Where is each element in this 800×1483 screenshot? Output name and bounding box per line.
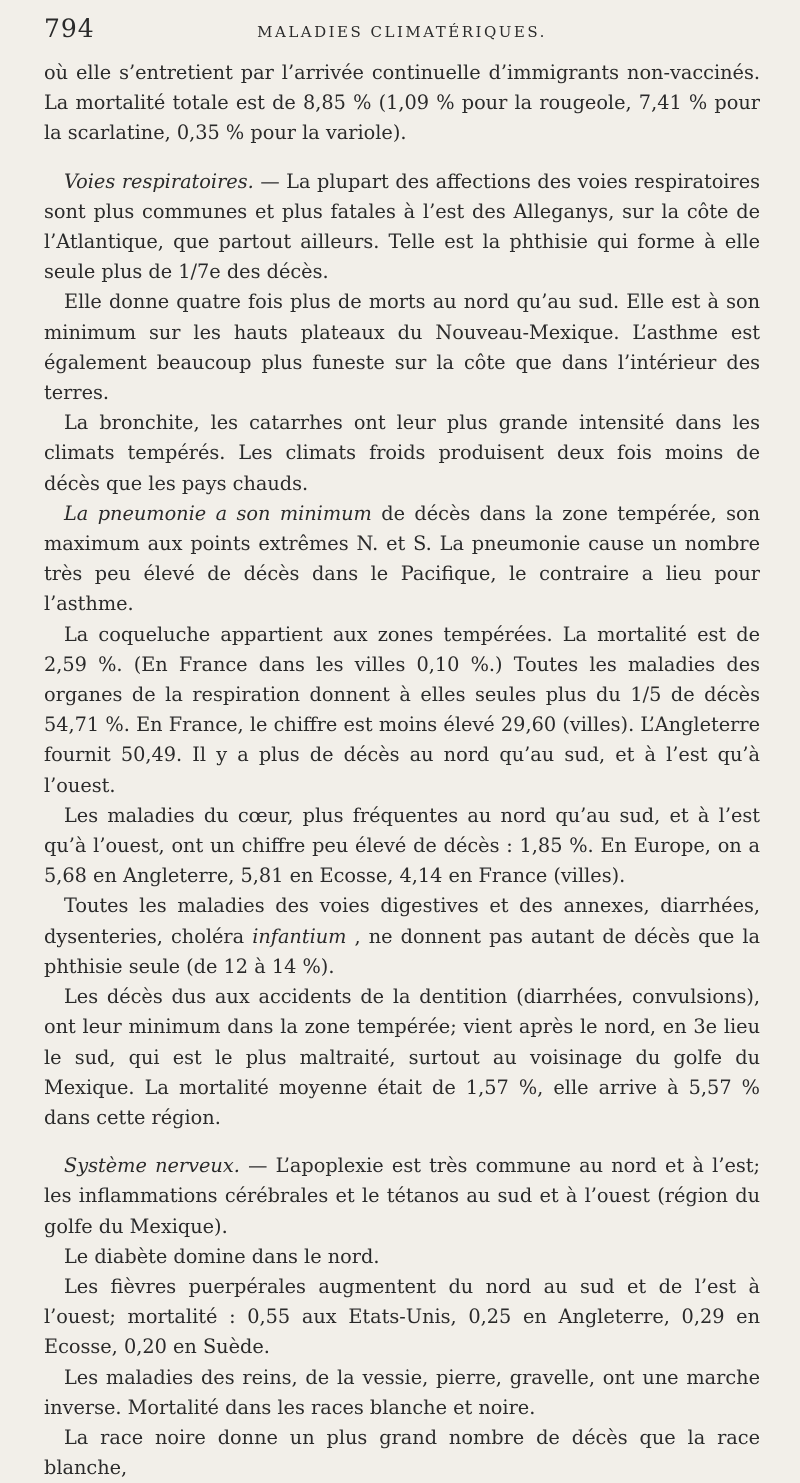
- paragraph-race: La race noire donne un plus grand nombre de décès que la race blanche,: [44, 1425, 760, 1480]
- paragraph-intro: où elle s’entretient par l’arrivée continuelle d’immigrants non-vaccinés. La mortalité totale est de 8,85 % (1,09 % pour la rougeole, 7,41 % pour la scarlatine, 0,35 % pour la variole).: [44, 61, 760, 145]
- paragraph-bronchitis: La bronchite, les catarrhes ont leur plus grande intensité dans les climats tempérés. Les climats froids produisent deux fois moins de décès que les pays chauds.: [44, 411, 760, 495]
- paragraph-text: , ne donnent pas autant de décès que la phthisie seule (de 12 à 14 %).: [44, 924, 761, 978]
- page-number: 794: [44, 14, 95, 43]
- section-heading-nervous: Système nerveux.: [64, 1154, 240, 1178]
- paragraph-text: — L’apoplexie est très commune au nord et à l’est; les inflammations cérébrales et le tétanos au sud et à l’ouest (région du golfe du Mexique).: [44, 1154, 760, 1238]
- paragraph-text: — La plupart des affections des voies respiratoires sont plus communes et plus fatales à l’est des Alleganys, sur la côte de l’Atlantique, que partout ailleurs. Telle est la phthisie qui forme à elle seule plus de 1/7e des décès.: [44, 169, 760, 284]
- paragraph-heart: Les maladies du cœur, plus fréquentes au nord qu’au sud, et à l’est qu’à l’ouest, ont un chiffre peu élevé de décès : 1,85 %. En Europe, on a 5,68 en Angleterre, 5,81 en Ecosse, 4,14 en France (villes).: [44, 803, 760, 888]
- paragraph-pneumonia: [44, 499, 760, 620]
- page-body: [44, 58, 760, 1483]
- running-title: MALADIES CLIMATÉRIQUES.: [257, 23, 547, 41]
- paragraph-text: Toutes les maladies des voies digestives et des annexes, diarrhées, dysenteries, choléra: [44, 894, 760, 948]
- paragraph-respiratory: [44, 167, 760, 288]
- paragraph-text: de décès dans la zone tempérée, son maximum aux points extrêmes N. et S. La pneumonie cause un nombre très peu élevé de décès dans le Pacifique, le contraire a lieu pour l’asthme.: [44, 501, 760, 616]
- paragraph-whooping-cough: La coqueluche appartient aux zones tempérées. La mortalité est de 2,59 %. (En France dans les villes 0,10 %.) Toutes les maladies des organes de la respiration donnent à elles seules plus du 1/5 de décès 54,71 %. En France, le chiffre est moins élevé 29,60 (villes). L’Angleterre fournit 50,49. Il y a plus de décès au nord qu’au sud, et à l’est qu’à l’ouest.: [44, 622, 760, 797]
- paragraph-dentition: Les décès dus aux accidents de la dentition (diarrhées, convulsions), ont leur minimum dans la zone tempérée; vient après le nord, en 3e lieu le sud, qui est le plus maltraité, surtout au voisinage du golfe du Mexique. La mortalité moyenne était de 1,57 %, elle arrive à 5,57 % dans cette région.: [44, 985, 760, 1129]
- paragraph-digestive: [44, 891, 760, 982]
- section-heading-respiratory: Voies respiratoires.: [64, 169, 254, 193]
- paragraph-diabetes: Le diabète domine dans le nord.: [64, 1244, 380, 1268]
- page-header: [44, 14, 760, 58]
- paragraph-puerperal: Les fièvres puerpérales augmentent du nord au sud et de l’est à l’ouest; mortalité : 0,55 aux Etats-Unis, 0,25 en Angleterre, 0,29 en Ecosse, 0,20 en Suède.: [44, 1274, 760, 1359]
- paragraph-nervous: [44, 1151, 760, 1242]
- pneumonia-italic-lead: La pneumonie a son minimum: [64, 501, 372, 525]
- infantium-italic: infantium: [252, 924, 347, 948]
- paragraph-phthisis: Elle donne quatre fois plus de morts au nord qu’au sud. Elle est à son minimum sur les hauts plateaux du Nouveau-Mexique. L’asthme est également beaucoup plus funeste sur la côte que dans l’intérieur des terres.: [44, 290, 760, 405]
- paragraph-kidneys: Les maladies des reins, de la vessie, pierre, gravelle, ont une marche inverse. Mortalité dans les races blanche et noire.: [44, 1365, 760, 1419]
